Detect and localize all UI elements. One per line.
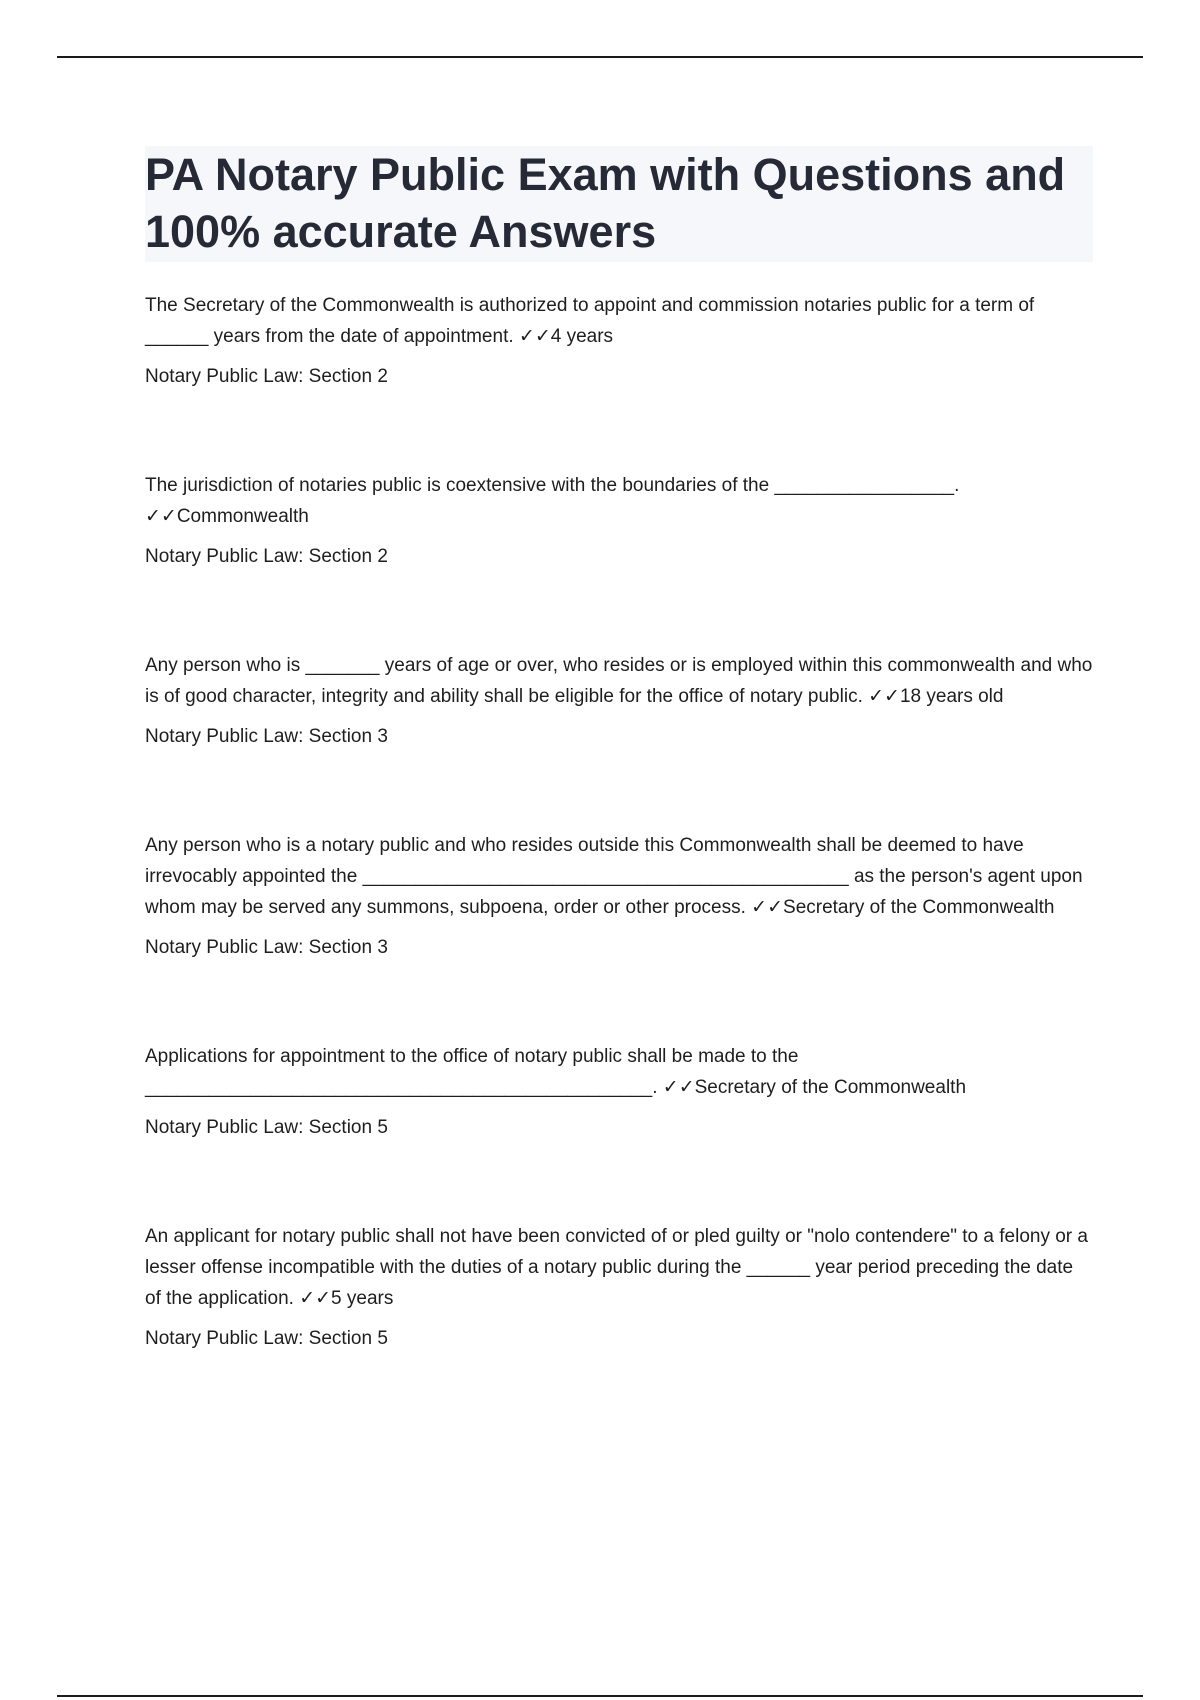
document-title: PA Notary Public Exam with Questions and 100% accurate Answers [145,149,1066,257]
title-banner [145,146,1093,262]
question-answer-text: The Secretary of the Commonwealth is authorized to appoint and commission notaries public for a term of ______ years from the date of appointment. ✓✓4 years [145,295,1035,347]
law-reference: Notary Public Law: Section 5 [145,1328,388,1349]
law-reference: Notary Public Law: Section 2 [145,366,388,387]
qa-item [145,650,1093,750]
document-body [145,146,1093,1432]
top-divider [57,56,1143,58]
qa-item [145,470,1093,570]
law-reference: Notary Public Law: Section 2 [145,546,388,567]
question-answer-text: Applications for appointment to the office of notary public shall be made to the ________________________________________________. ✓✓Secretary of the Commonwealth [145,1046,967,1098]
law-reference: Notary Public Law: Section 5 [145,1117,388,1138]
qa-item [145,290,1093,390]
question-answer-text: An applicant for notary public shall not have been convicted of or pled guilty or "nolo contendere" to a felony or a lesser offense incompatible with the duties of a notary public during the ______ year period preceding the date of the application. ✓✓5 years [145,1226,1088,1309]
question-answer-text: The jurisdiction of notaries public is coextensive with the boundaries of the _________________. ✓✓Commonwealth [145,475,960,527]
law-reference: Notary Public Law: Section 3 [145,937,388,958]
qa-item [145,1221,1093,1352]
bottom-divider [57,1695,1143,1697]
question-answer-text: Any person who is a notary public and who resides outside this Commonwealth shall be deemed to have irrevocably appointed the ______________________________________________ as the person's agent upon whom may be served any summons, subpoena, order or other process. ✓✓Secretary of the Commonwealth [145,835,1083,918]
qa-item [145,1041,1093,1141]
qa-item [145,830,1093,961]
law-reference: Notary Public Law: Section 3 [145,726,388,747]
question-answer-text: Any person who is _______ years of age or over, who resides or is employed within this commonwealth and who is of good character, integrity and ability shall be eligible for the office of notary public. ✓✓18 years old [145,655,1093,707]
